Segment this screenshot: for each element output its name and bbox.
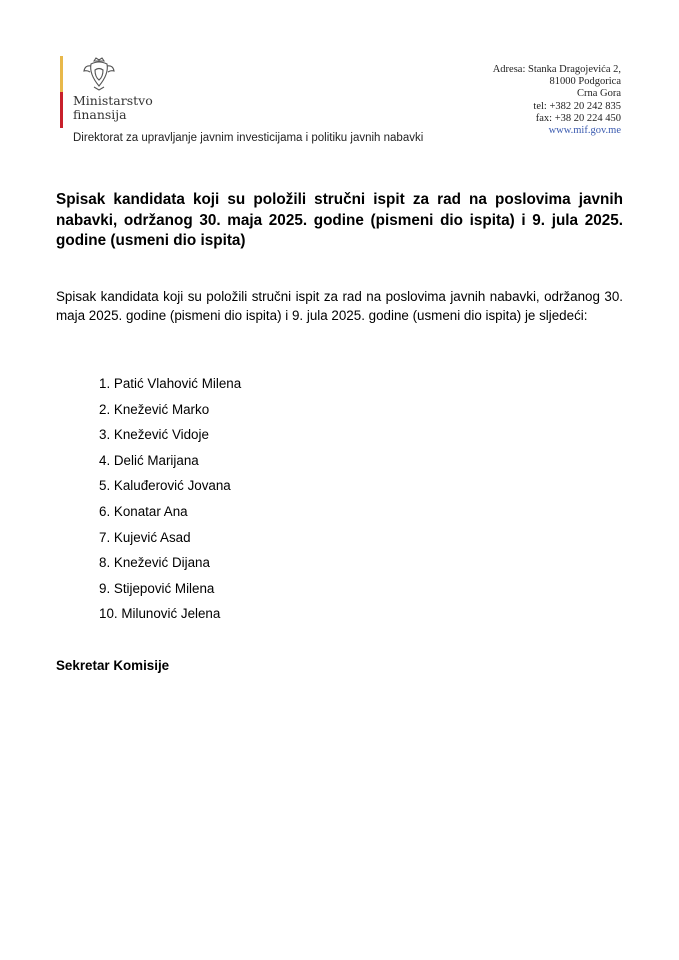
candidate-item: 6. Konatar Ana: [99, 503, 188, 519]
address-city: 81000 Podgorica: [549, 76, 621, 88]
signature-label: Sekretar Komisije: [56, 658, 170, 673]
candidate-item: 7. Kujević Asad: [99, 529, 191, 545]
candidate-list: [99, 375, 241, 631]
candidate-item: 1. Patić Vlahović Milena: [99, 376, 242, 391]
address-street: Adresa: Stanka Dragojevića 2,: [492, 64, 621, 75]
ministry-name-line1: Ministarstvo: [73, 93, 153, 108]
candidate-item: 2. Knežević Marko: [99, 401, 210, 417]
candidate-item: 3. Knežević Vidoje: [99, 427, 209, 443]
candidate-item: 10. Milunović Jelena: [99, 606, 221, 622]
address-tel: tel: +382 20 242 835: [533, 100, 621, 112]
address-block: [493, 64, 621, 137]
letterhead-color-bar: [60, 56, 63, 128]
candidate-item: 9. Stijepović Milena: [99, 580, 215, 596]
address-country: Crna Gora: [576, 88, 621, 100]
document-title: Spisak kandidata koji su položili stručni ispit za rad na poslovima javnih nabavki, održanog 30. maja 2025. godine (pismeni dio ispita) i 9. jula 2025. godine (usmeni dio ispita): [56, 191, 623, 249]
website-link[interactable]: www.mif.gov.me: [548, 125, 621, 137]
coat-of-arms-icon: [82, 56, 116, 92]
candidate-item: 5. Kaluđerović Jovana: [99, 478, 231, 494]
candidate-item: 4. Delić Marijana: [99, 452, 199, 468]
candidate-item: 8. Knežević Dijana: [99, 555, 210, 571]
ministry-name: [73, 94, 153, 122]
intro-paragraph: Spisak kandidata koji su položili stručni ispit za rad na poslovima javnih nabavki, održanog 30. maja 2025. godine (pismeni dio ispita) i 9. jula 2025. godine (usmeni dio ispita) je sljedeći:: [56, 289, 623, 323]
address-fax: fax: +38 20 224 450: [535, 112, 621, 124]
directorate-name: Direktorat za upravljanje javnim investicijama i politiku javnih nabavki: [73, 132, 424, 144]
ministry-name-line2: finansija: [73, 107, 127, 122]
